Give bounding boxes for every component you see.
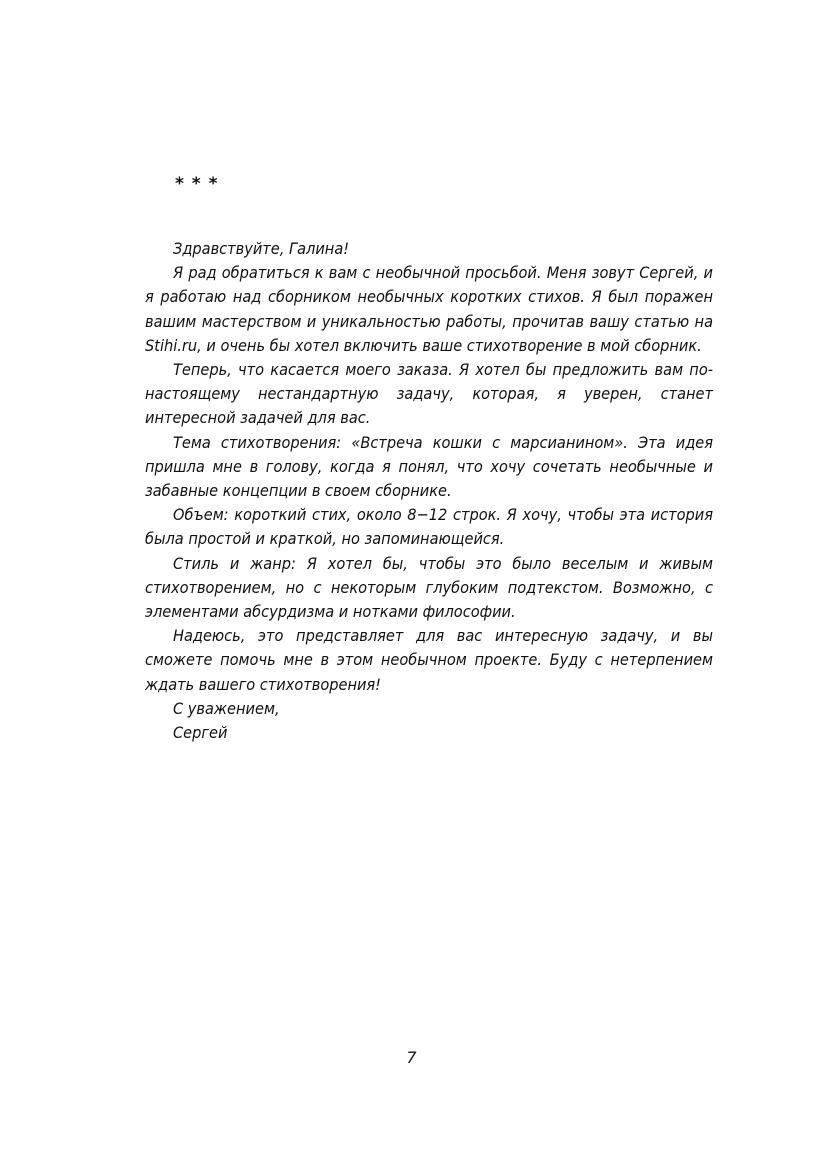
paragraph-sign-off: С уважением, [173,698,280,718]
paragraph-volume: Объем: короткий стих, около 8−12 строк. Я хочу, чтобы эта история была простой и краткой, но запоминающейся. [145,505,713,549]
paragraph-theme: Тема стихотворения: «Встреча кошки с марсианином». Эта идея пришла мне в голову, когда я понял, что хочу сочетать необычные и забавные концепции в своем сборнике. [145,432,713,501]
paragraph-intro: Я рад обратиться к вам с необычной просьбой. Меня зовут Сергей, и я работаю над сборником необычных коротких стихов. Я был поражен вашим мастерством и уникальностью работы, прочитав вашу статью на Stihi.ru, и очень бы хотел включить ваше стихотворение в мой сборник. [145,263,713,355]
section-divider-asterisks: * * * [175,174,219,194]
page-number: 7 [406,1048,417,1067]
text-column [145,176,713,745]
letter-body [145,237,713,745]
paragraph-greeting: Здравствуйте, Галина! [173,239,350,258]
paragraph-order: Теперь, что касается моего заказа. Я хотел бы предложить вам по-настоящему нестандартную задачу, которая, я уверен, станет интересной задачей для вас. [145,360,713,428]
paragraph-signature: Сергей [173,723,228,743]
paragraph-closing: Надеюсь, это представляет для вас интересную задачу, и вы сможете помочь мне в этом необычном проекте. Буду с нетерпением ждать вашего стихотворения! [145,626,713,694]
paragraph-style-genre: Стиль и жанр: Я хотел бы, чтобы это было веселым и живым стихотворением, но с некоторым глубоким подтекстом. Возможно, с элементами абсурдизма и нотками философии. [145,553,713,622]
